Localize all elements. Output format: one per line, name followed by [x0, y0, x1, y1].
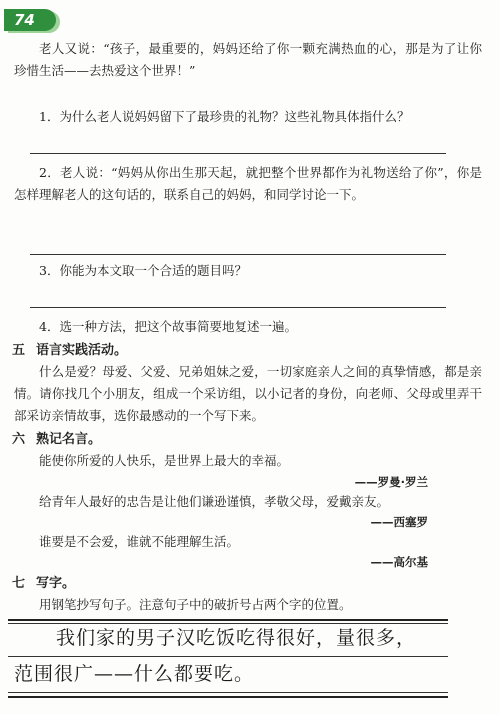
writing-rule-bottom-inner: [8, 692, 448, 693]
section-title: 熟记名言。: [36, 432, 102, 447]
section-5-heading: [12, 341, 127, 361]
question-3: 3．你能为本文取一个合适的题目吗？: [39, 263, 247, 278]
quote-3: 谁要是不会爱，谁就不能理解生活。: [39, 534, 240, 549]
section-number: 五: [12, 343, 26, 358]
quote-3-source: ——高尔基: [370, 555, 428, 569]
section-number: 六: [12, 432, 26, 447]
answer-line-2: [30, 254, 446, 255]
answer-line-1: [30, 153, 446, 154]
quote-1: 能使你所爱的人快乐，是世界上最大的幸福。: [39, 453, 290, 468]
section-title: 写字。: [36, 576, 76, 591]
activity-text: 什么是爱？母爱、父爱、兄弟姐妹之爱，一切家庭亲人之间的真挚情感，都是亲情。请你找几个小朋友，组成一个采访组，以小记者的身份，向老师、父母或里弄干部采访亲情故事，选你最感动的一个写下来。: [14, 364, 482, 423]
question-1: 1．为什么老人说妈妈留下了最珍贵的礼物？这些礼物具体指什么？: [39, 109, 410, 124]
answer-line-3: [30, 307, 446, 308]
writing-rule-middle: [8, 656, 448, 657]
section-6-heading: [12, 430, 101, 450]
section-number: 七: [12, 576, 26, 591]
writing-instruction: 用钢笔抄写句子。注意句子中的破折号占两个字的位置。: [39, 597, 352, 612]
question-4: 4．选一种方法，把这个故事简要地复述一遍。: [39, 319, 297, 334]
copy-line-2: 范围很广——什么都要吃。: [14, 663, 255, 685]
quote-2-source: ——西塞罗: [370, 515, 428, 529]
quote-1-source: ——罗曼·罗兰: [354, 475, 428, 489]
quote-2: 给青年人最好的忠告是让他们谦逊谨慎，孝敬父母，爱戴亲友。: [39, 494, 390, 509]
page-number: 74: [14, 11, 35, 29]
section-title: 语言实践活动。: [36, 343, 128, 358]
writing-rule-bottom: [8, 696, 448, 698]
section-7-heading: [12, 574, 75, 594]
old-man-quote: 老人又说：“孩子，最重要的，妈妈还给了你一颗充满热血的心，那是为了让你珍惜生活——去热爱这个世界！”: [14, 41, 482, 78]
question-2: 2．老人说：“妈妈从你出生那天起，就把整个世界都作为礼物送给了你”，你是怎样理解老人的这句话的，联系自己的妈妈，和同学讨论一下。: [14, 165, 482, 202]
copy-line-1: 我们家的男子汉吃饭吃得很好，量很多，: [56, 627, 417, 649]
writing-rule-top: [8, 619, 448, 621]
